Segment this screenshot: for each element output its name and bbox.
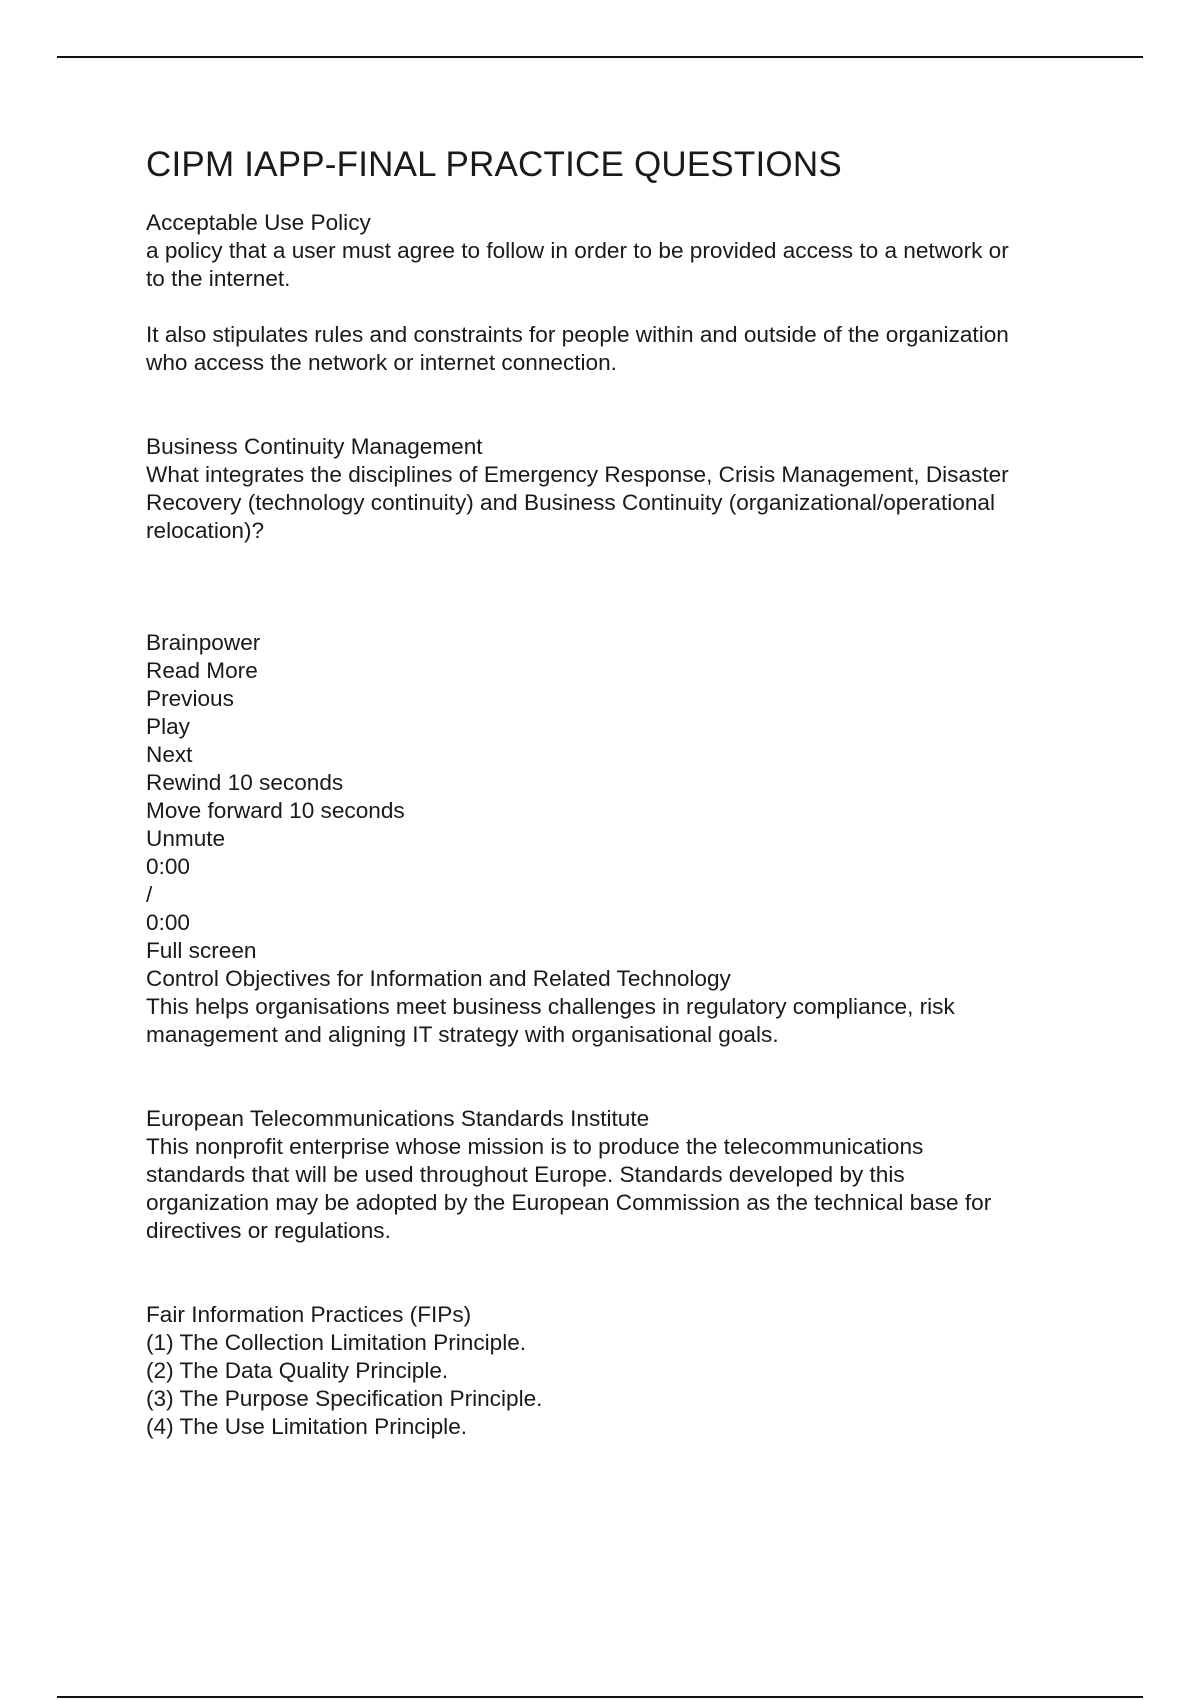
read-more-link[interactable]: Read More: [146, 658, 258, 683]
list-item: (1) The Collection Limitation Principle.: [146, 1330, 527, 1355]
top-rule: [57, 56, 1143, 58]
list-item: (2) The Data Quality Principle.: [146, 1358, 449, 1383]
list-item: (3) The Purpose Specification Principle.: [146, 1386, 543, 1411]
player-brand: Brainpower: [146, 630, 261, 655]
page-title: CIPM IAPP-FINAL PRACTICE QUESTIONS: [146, 145, 842, 184]
entry-definition-line: Recovery (technology continuity) and Business Continuity (organizational/operational: [146, 490, 995, 515]
entry-note-line: who access the network or internet connection.: [146, 350, 617, 375]
full-screen-button[interactable]: Full screen: [146, 938, 257, 963]
entry-term: European Telecommunications Standards Institute: [146, 1106, 650, 1131]
entry-etsi: [146, 1105, 1091, 1245]
entry-definition-line: This nonprofit enterprise whose mission is to produce the telecommunications: [146, 1134, 924, 1159]
current-time: 0:00: [146, 854, 190, 879]
entry-definition-line: standards that will be used throughout Europe. Standards developed by this: [146, 1162, 905, 1187]
entry-term: Fair Information Practices (FIPs): [146, 1302, 472, 1327]
bottom-rule: [57, 1696, 1143, 1698]
previous-button[interactable]: Previous: [146, 686, 234, 711]
forward-button[interactable]: Move forward 10 seconds: [146, 798, 405, 823]
play-button[interactable]: Play: [146, 714, 190, 739]
entry-definition-line: relocation)?: [146, 518, 265, 543]
entry-term: Acceptable Use Policy: [146, 210, 371, 235]
next-button[interactable]: Next: [146, 742, 193, 767]
entry-acceptable-use-policy: [146, 209, 1091, 377]
entry-note-line: It also stipulates rules and constraints for people within and outside of the organization: [146, 322, 1009, 347]
entry-term: Control Objectives for Information and Related Technology: [146, 966, 731, 991]
entry-definition-line: What integrates the disciplines of Emergency Response, Crisis Management, Disaster: [146, 462, 1009, 487]
unmute-button[interactable]: Unmute: [146, 826, 226, 851]
entry-fips: [146, 1301, 1091, 1441]
entry-definition-line: to the internet.: [146, 266, 291, 291]
entry-definition-line: a policy that a user must agree to follow in order to be provided access to a network or: [146, 238, 1009, 263]
entry-term: Business Continuity Management: [146, 434, 483, 459]
entry-definition-line: This helps organisations meet business challenges in regulatory compliance, risk: [146, 994, 955, 1019]
entry-definition-line: management and aligning IT strategy with organisational goals.: [146, 1022, 779, 1047]
entry-business-continuity: [146, 433, 1091, 545]
entry-cobit: [146, 965, 1091, 1049]
duration: 0:00: [146, 910, 190, 935]
list-item: (4) The Use Limitation Principle.: [146, 1414, 468, 1439]
entry-definition-line: organization may be adopted by the European Commission as the technical base for: [146, 1190, 992, 1215]
rewind-button[interactable]: Rewind 10 seconds: [146, 770, 344, 795]
entry-definition-line: directives or regulations.: [146, 1218, 391, 1243]
time-separator: /: [146, 882, 153, 907]
document-body: [146, 141, 1091, 1441]
media-player: [146, 629, 1091, 965]
